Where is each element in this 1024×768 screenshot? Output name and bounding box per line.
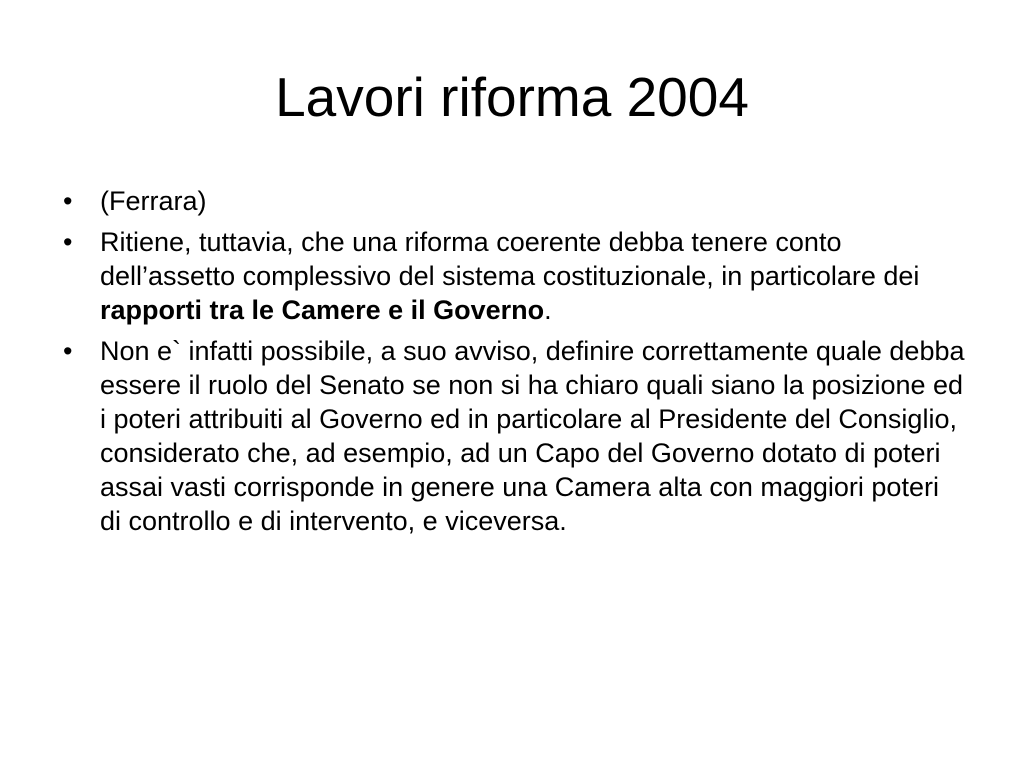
bullet-text: Ritiene, tuttavia, che una riforma coerente debba tenere conto dell’assetto complessivo del sistema costituzionale, in particolare dei: [100, 227, 920, 291]
bullet-dot-icon: •: [63, 186, 73, 216]
bullet-text-end: .: [544, 295, 552, 325]
bullet-item-3: [55, 334, 965, 538]
bullet-item-2: [55, 225, 965, 327]
bullet-dot-icon: •: [63, 227, 73, 257]
bullet-item-1: [55, 184, 965, 218]
bullet-text: (Ferrara): [100, 186, 207, 216]
slide-title: Lavori riforma 2004: [275, 66, 749, 128]
bullet-bold-text: rapporti tra le Camere e il Governo: [100, 295, 545, 325]
bullet-list: [55, 184, 965, 545]
bullet-text: Non e` infatti possibile, a suo avviso, definire correttamente quale debba essere il ruolo del Senato se non si ha chiaro quali siano la posizione ed i poteri attribuiti al Governo ed in particolare al Presidente del Consiglio, considerato che, ad esempio, ad un Capo del Governo dotato di poteri assai vasti corrisponde in genere una Camera alta con maggiori poteri di controllo e di intervento, e viceversa.: [100, 336, 965, 536]
bullet-dot-icon: •: [63, 336, 73, 366]
